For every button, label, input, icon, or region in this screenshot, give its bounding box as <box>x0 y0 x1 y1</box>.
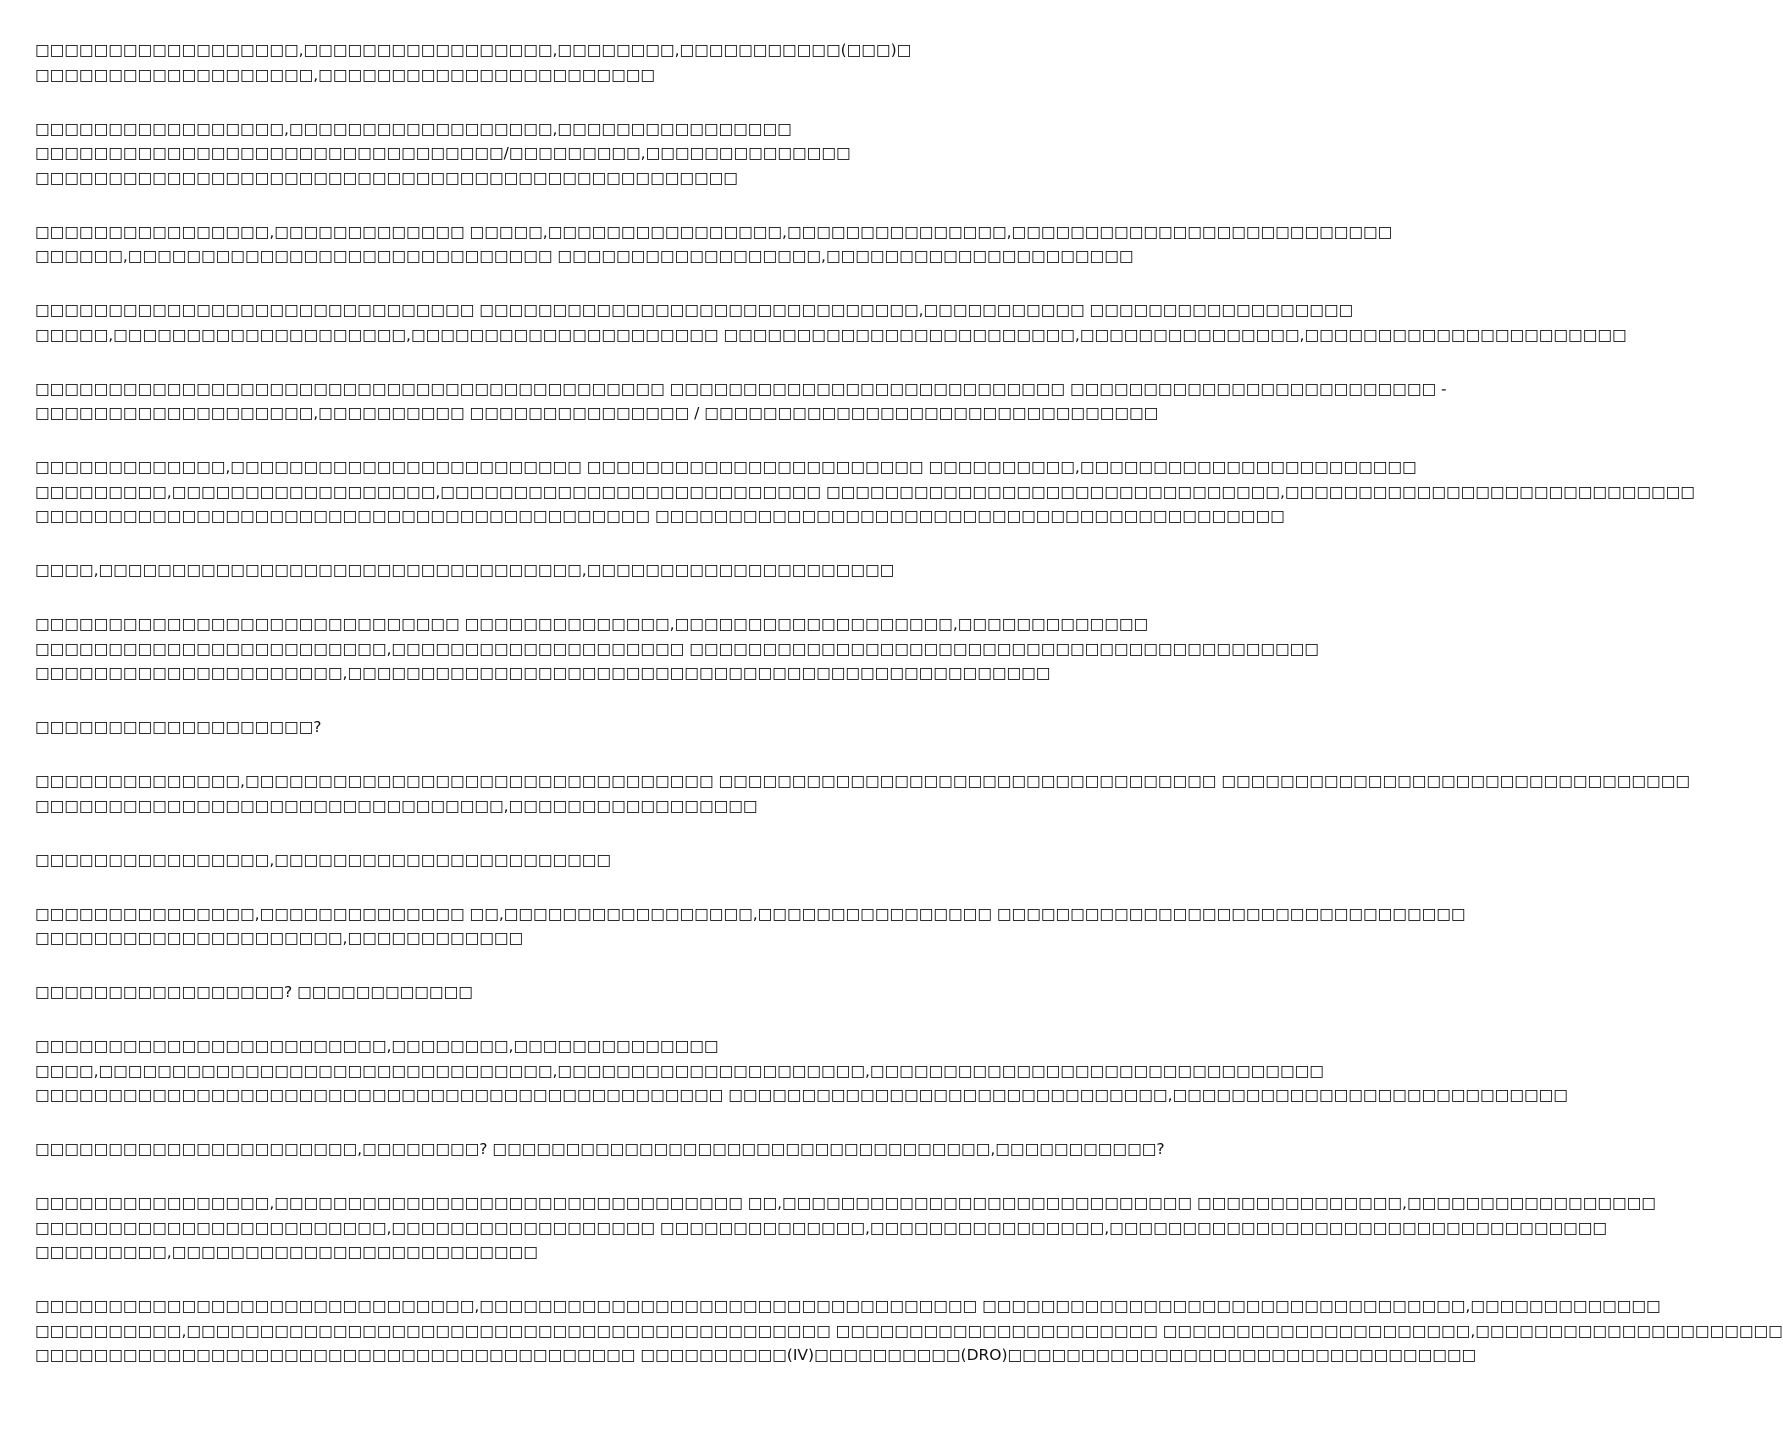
text-line: □□□□□□□□□□□□□□□□□□□□□□□□,□□□□□□□□□□□□□□□□□□□□ □□□□□□□□□□□□□□□□□□□□□□□□□□□□□□□□□□□□□□□□□□□ <box>35 639 1319 658</box>
text-line: □□□□□□□□□□□□□□□□□□□□□,□□□□□□□□□□□□□□□□□□□□□□□□□□□□□□□□□□□□□□□□□□□□□□□□ <box>35 664 1051 682</box>
text-line: □□□□□□□□□,□□□□□□□□□□□□□□□□□□□□□□□□□ <box>35 1243 538 1261</box>
text-line: □□□□□□□□□□□□□□□□□□,□□□□□□□□□□□□□□□□□,□□□□□□□□,□□□□□□□□□□□(□□□)□ <box>35 41 912 59</box>
text-line: □□□□□,□□□□□□□□□□□□□□□□□□□□,□□□□□□□□□□□□□□□□□□□□□ □□□□□□□□□□□□□□□□□□□□□□□□,□□□□□□□□□□□□□□□,□□□□□□□□□□□□□□□□□□□□□□ <box>35 325 1627 344</box>
text-line: □□□□□□□□□□□□□,□□□□□□□□□□□□□□□□□□□□□□□□ □□□□□□□□□□□□□□□□□□□□□□□ □□□□□□□□□□,□□□□□□□□□□□□□□□□□□□□□□□ <box>35 458 1417 476</box>
paragraph <box>35 902 1466 951</box>
text-line: □□□□□□□□□□□□□□□□□□□□□□□□□□□□□□□□□□□□□□□□□□□□□□□ □□□□□□□□□□□□□□□□□□□□□□□□□□□□□□,□□□□□□□□□□□□□□□□□□□□□□□□□□□ <box>35 1086 1568 1104</box>
text-line: □□□□,□□□□□□□□□□□□□□□□□□□□□□□□□□□□□□□□□,□□□□□□□□□□□□□□□□□□□□□ <box>35 561 895 579</box>
text-line: □□□□□□□□□□□□□□□□□□□□□□□□□□□□□□□□□□□□□□□□□□□ □□□□□□□□□□□□□□□□□□□□□□□□□□□ □□□□□□□□□□□□□□□□□□□□□□□□□ - <box>35 379 1447 398</box>
text-line: □□□□□□□□□□□□□□□□□□□,□□□□□□□□□□□□□□□□□□□□□□□ <box>35 65 656 84</box>
text-line: □□□□□□□□□□□□□□□□,□□□□□□□□□□□□□□□□□□□□□□□ <box>35 850 612 869</box>
text-line: □□□□□□□□□□□□□□□□□□□□□□□□□□□□□□□□/□□□□□□□□□,□□□□□□□□□□□□□□ <box>35 144 851 162</box>
paragraph <box>35 612 1319 686</box>
paragraph <box>35 298 1627 347</box>
paragraph <box>35 1034 1568 1108</box>
text-line: □□□□□□□□□□□□□□□□□□□,□□□□□□□□□□ □□□□□□□□□□□□□□□ / □□□□□□□□□□□□□□□□□□□□□□□□□□□□□□□ <box>35 404 1159 422</box>
text-line: □□□□□□□□□,□□□□□□□□□□□□□□□□□□,□□□□□□□□□□□□□□□□□□□□□□□□□□ □□□□□□□□□□□□□□□□□□□□□□□□□□□□□□□,□□□□□□□□□□□□□□□□□□□□□□□□□□□□ <box>35 482 1695 501</box>
text-line: □□□□□□□□□□□□□□□□□□□□□,□□□□□□□□□□□□ <box>35 929 524 947</box>
paragraph <box>35 558 995 583</box>
text-line: □□□□□□□□□□□□□□□□□□□□□□□□□□□□□□□□□□□□□□□□□□ □□□□□□□□□□□□□□□□□□□□□□□□□□□□□□□□□□□□□□□□□□□ <box>35 507 1285 525</box>
text-line: □□□□□□□□□□□□□□□□□□□□□□□□□□□□□ □□□□□□□□□□□□□□,□□□□□□□□□□□□□□□□□□□,□□□□□□□□□□□□□ <box>35 615 1149 633</box>
text-line: □□□□□□,□□□□□□□□□□□□□□□□□□□□□□□□□□□□□ □□□□□□□□□□□□□□□□□□,□□□□□□□□□□□□□□□□□□□□□ <box>35 247 1134 265</box>
paragraph <box>35 455 1695 529</box>
text-line: □□□□□□□□□□□□□□□□,□□□□□□□□□□□□□ □□□□□,□□□□□□□□□□□□□□□□,□□□□□□□□□□□□□□□,□□□□□□□□□□□□□□□□□□□□□□□□□□ <box>35 222 1393 241</box>
text-line: □□□□□□□□□□□□□□□□□□□□□□□□,□□□□□□□□□□□□□□□□□□ □□□□□□□□□□□□□□,□□□□□□□□□□□□□□□□,□□□□□□□□□□□□□□□□□□□□□□□□□□□□□□□□□□ <box>35 1218 1608 1237</box>
text-line: □□□□□□□□□□□□□□□□□□□□□□□□□□□□□□□□□□□□□□□□□□□□□□□□ <box>35 168 738 187</box>
paragraph <box>35 117 995 191</box>
text-line: □□□□□□□□□□□□□□,□□□□□□□□□□□□□□□□□□□□□□□□□□□□□□□□ □□□□□□□□□□□□□□□□□□□□□□□□□□□□□□□□□□ □□□□□□□□□□□□□□□□□□□□□□□□□□□□□□□□ <box>35 772 1690 790</box>
text-line: □□□□□□□□□□□□□□□□□□□□□□□□□□□□□□□□,□□□□□□□□□□□□□□□□□ <box>35 796 758 815</box>
text-line: □□□□□□□□□□,□□□□□□□□□□□□□□□□□□□□□□□□□□□□□□□□□□□□□□□□□□□□ □□□□□□□□□□□□□□□□□□□□□□ □□□□□□□□□□□□□□□□□□□□□,□□□□□□□□□□□□□□□□□□□□□ <box>35 1321 1783 1340</box>
paragraph <box>35 848 995 873</box>
text-line: □□□□□□□□□□□□□□□□□□□□□□□□,□□□□□□□□,□□□□□□□□□□□□□□ <box>35 1037 719 1055</box>
text-line: □□□□□□□□□□□□□□□□□□□□□□,□□□□□□□□? □□□□□□□□□□□□□□□□□□□□□□□□□□□□□□□□□□,□□□□□□□□□□□? <box>35 1140 1165 1158</box>
paragraph <box>35 980 995 1005</box>
text-line: □□□□□□□□□□□□□□□□□□□□□□□□□□□□□□,□□□□□□□□□□□□□□□□□□□□□□□□□□□□□□□□□□ □□□□□□□□□□□□□□□□□□□□□□□□□□□□□□□□□,□□□□□□□□□□□□□ <box>35 1297 1661 1315</box>
paragraph <box>35 38 995 87</box>
document-body <box>35 38 1783 1397</box>
text-line: □□□□□□□□□□□□□□□□□□□□□□□□□□□□□□ □□□□□□□□□□□□□□□□□□□□□□□□□□□□□□,□□□□□□□□□□□ □□□□□□□□□□□□□□□□□□ <box>35 301 1354 319</box>
paragraph <box>35 1137 1165 1162</box>
text-line: □□□□□□□□□□□□□□□□□□□□□□□□□□□□□□□□□□□□□□□□□ □□□□□□□□□□(IV)□□□□□□□□□□(DRO)□□□□□□□□□□□□□□□□□□□□□□□□□□□□□□□□ <box>35 1346 1477 1364</box>
paragraph <box>35 377 1447 426</box>
paragraph <box>35 1191 1656 1265</box>
text-line: □□□□□□□□□□□□□□□□□? □□□□□□□□□□□□ <box>35 983 473 1001</box>
text-line: □□□□□□□□□□□□□□□□□□□? <box>35 718 322 736</box>
paragraph <box>35 1294 1783 1368</box>
paragraph <box>35 220 1393 269</box>
paragraph <box>35 769 1690 818</box>
text-line: □□□□□□□□□□□□□□□□,□□□□□□□□□□□□□□□□□□□□□□□□□□□□□□□□ □□,□□□□□□□□□□□□□□□□□□□□□□□□□□□□ □□□□□□□□□□□□□□,□□□□□□□□□□□□□□□□□ <box>35 1194 1656 1212</box>
text-line: □□□□□□□□□□□□□□□□□,□□□□□□□□□□□□□□□□□□,□□□□□□□□□□□□□□□□ <box>35 119 792 138</box>
text-line: □□□□□□□□□□□□□□□,□□□□□□□□□□□□□□ □□,□□□□□□□□□□□□□□□□□,□□□□□□□□□□□□□□□□ □□□□□□□□□□□□□□□□□□□□□□□□□□□□□□□□ <box>35 904 1466 923</box>
paragraph <box>35 715 995 740</box>
text-line: □□□□,□□□□□□□□□□□□□□□□□□□□□□□□□□□□□□□,□□□□□□□□□□□□□□□□□□□□□,□□□□□□□□□□□□□□□□□□□□□□□□□□□□□□□ <box>35 1061 1324 1080</box>
